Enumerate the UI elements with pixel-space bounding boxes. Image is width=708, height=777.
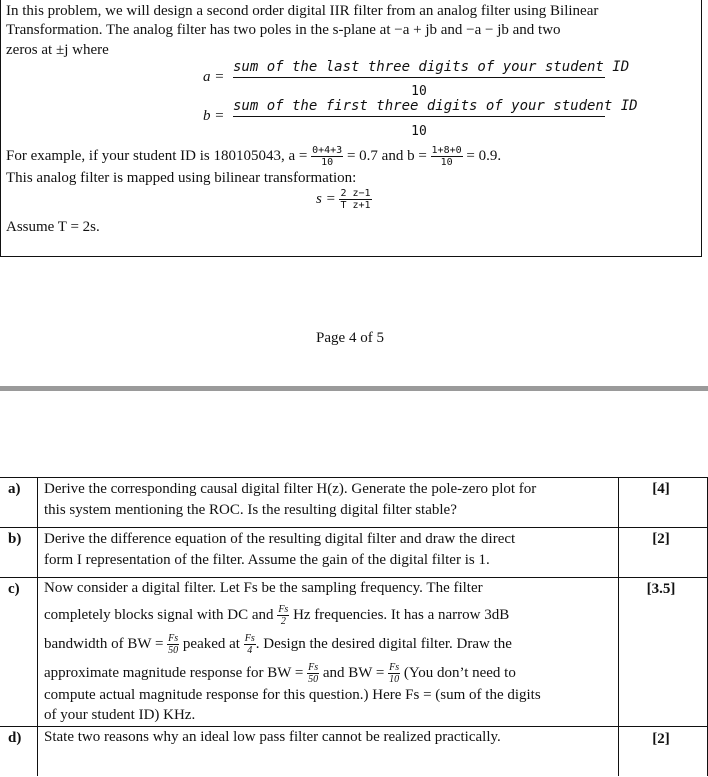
question-c-text: completely blocks signal with DC and — [44, 606, 274, 623]
bilinear-lhs: s = — [316, 190, 336, 207]
fraction-num: Fs — [389, 662, 400, 673]
fraction-den: 4 — [247, 645, 253, 656]
bilinear-equation — [316, 188, 372, 211]
question-c-text: bandwidth of BW = — [44, 635, 164, 652]
question-a-line1: Derive the corresponding causal digital filter H(z). Generate the pole-zero plot for — [44, 481, 537, 497]
example-b-den: 10 — [440, 157, 453, 168]
question-label: c) — [8, 581, 20, 597]
fraction-den: 10 — [389, 674, 400, 685]
eq-b-lhs: b = — [203, 108, 225, 124]
question-a-line2: this system mentioning the ROC. Is the resulting digital filter stable? — [44, 502, 457, 518]
question-c-text: (You don’t need to — [403, 664, 516, 681]
bilinear-num: 2 z−1 — [340, 188, 371, 199]
fraction — [388, 662, 400, 685]
eq-b-denominator: 10 — [411, 124, 427, 139]
question-c-line3 — [44, 633, 512, 656]
question-mark: [2] — [652, 731, 670, 747]
intro-line-3: zeros at ±j where — [6, 42, 109, 58]
question-label: d) — [8, 730, 22, 746]
bilinear-fraction — [339, 188, 371, 211]
question-c-line4 — [44, 662, 516, 685]
fraction-den: 50 — [168, 645, 179, 656]
table-row-divider — [0, 527, 708, 528]
example-a-fraction — [311, 145, 343, 168]
example-prefix: For example, if your student ID is 180105043, a = — [6, 147, 308, 164]
page-number: Page 4 of 5 — [316, 330, 384, 346]
example-mid: = 0.7 and b = — [346, 147, 427, 164]
fraction — [167, 633, 179, 656]
fraction-num: Fs — [278, 604, 289, 615]
example-suffix: = 0.9. — [466, 147, 502, 164]
question-b-text — [44, 529, 608, 571]
question-b-line2: form I representation of the filter. Assume the gain of the digital filter is 1. — [44, 552, 490, 568]
question-c-text: peaked at — [182, 635, 240, 652]
bilinear-den: T z+1 — [340, 200, 371, 211]
question-c-text: Hz frequencies. It has a narrow 3dB — [293, 606, 510, 623]
assume-line: Assume T = 2s. — [6, 219, 100, 235]
fraction — [307, 662, 319, 685]
example-a-den: 10 — [321, 157, 334, 168]
question-c-text: and BW = — [322, 664, 385, 681]
eq-a-numerator: sum of the last three digits of your student ID — [233, 59, 605, 78]
fraction-num: Fs — [168, 633, 179, 644]
page-separator — [0, 386, 708, 391]
example-line — [6, 145, 501, 168]
eq-a-lhs: a = — [203, 69, 225, 85]
fraction-num: Fs — [308, 662, 319, 673]
question-b-line1: Derive the difference equation of the resulting digital filter and draw the direct — [44, 531, 516, 547]
fraction-den: 50 — [308, 674, 319, 685]
question-a-text — [44, 479, 608, 521]
question-mark: [4] — [652, 481, 670, 497]
fraction-num: Fs — [244, 633, 255, 644]
intro-line-2: Transformation. The analog filter has two poles in the s-plane at −a + jb and −a − jb and two — [6, 22, 561, 38]
question-c-line5: compute actual magnitude response for this question.) Here Fs = (sum of the digits — [44, 687, 541, 703]
fraction — [277, 604, 289, 627]
fraction — [244, 633, 256, 656]
question-label: a) — [8, 481, 21, 497]
question-label: b) — [8, 531, 22, 547]
question-c-text: approximate magnitude response for BW = — [44, 664, 304, 681]
mapping-line: This analog filter is mapped using bilinear transformation: — [6, 170, 357, 186]
eq-a-denominator: 10 — [411, 84, 427, 99]
example-a-num: 0+4+3 — [312, 145, 343, 156]
table-row-divider — [0, 577, 708, 578]
question-mark: [3.5] — [646, 581, 676, 597]
intro-line-1: In this problem, we will design a second order digital IIR filter from an analog filter using Bilinear — [6, 3, 599, 19]
question-c-line6: of your student ID) KHz. — [44, 707, 196, 723]
question-c-line2 — [44, 604, 509, 627]
question-c-line1: Now consider a digital filter. Let Fs be the sampling frequency. The filter — [44, 580, 483, 596]
eq-b-numerator: sum of the first three digits of your student ID — [233, 98, 605, 117]
example-b-num: 1+8+0 — [431, 145, 462, 156]
question-mark: [2] — [652, 531, 670, 547]
question-d-text: State two reasons why an ideal low pass filter cannot be realized practically. — [44, 729, 501, 745]
table-row-divider — [0, 726, 708, 727]
table-col-divider — [37, 477, 38, 776]
question-c-text: . Design the desired digital filter. Draw the — [255, 635, 512, 652]
fraction-den: 2 — [280, 616, 286, 627]
example-b-fraction — [431, 145, 463, 168]
